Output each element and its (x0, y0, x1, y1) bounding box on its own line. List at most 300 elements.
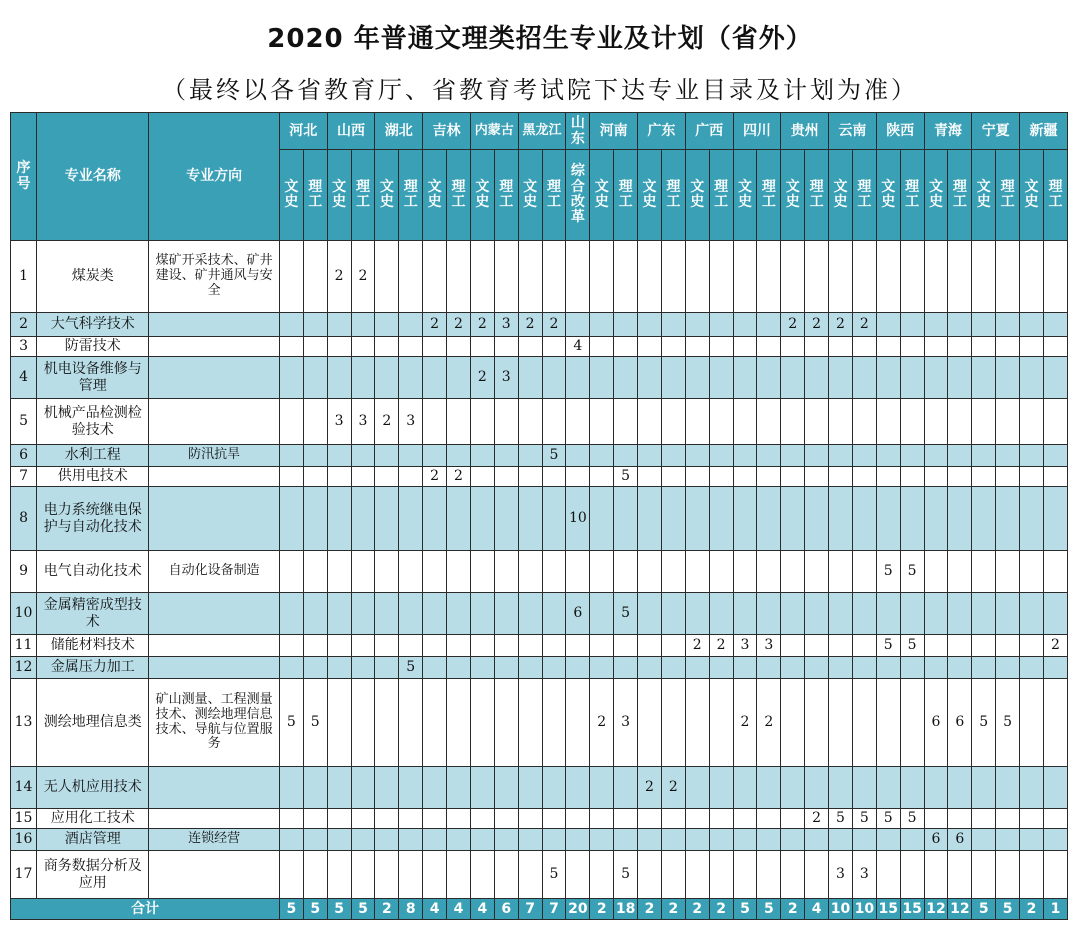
row-value (757, 337, 781, 357)
row-value (327, 679, 351, 767)
row-value (805, 829, 829, 851)
row-value (375, 467, 399, 487)
total-value: 7 (542, 899, 566, 920)
total-value: 8 (399, 899, 423, 920)
row-value (685, 829, 709, 851)
row-value (948, 399, 972, 445)
total-value: 10 (852, 899, 876, 920)
row-value: 5 (614, 851, 638, 899)
total-label: 合计 (11, 899, 280, 920)
row-value (972, 829, 996, 851)
row-seq: 5 (11, 399, 37, 445)
row-value (566, 679, 590, 767)
row-value: 2 (470, 313, 494, 337)
header-province: 黑龙江 (518, 113, 566, 150)
row-value (1020, 337, 1044, 357)
row-value (494, 399, 518, 445)
row-value (685, 445, 709, 467)
row-major: 水利工程 (37, 445, 149, 467)
row-value: 5 (829, 809, 853, 829)
row-value (852, 445, 876, 467)
row-value (900, 241, 924, 313)
row-value (447, 445, 471, 467)
page-title: 2020 年普通文理类招生专业及计划（省外） (267, 24, 813, 54)
row-value (303, 241, 327, 313)
row-value (423, 829, 447, 851)
row-value: 6 (566, 593, 590, 635)
row-value: 5 (399, 657, 423, 679)
row-value (1020, 809, 1044, 829)
row-value (709, 851, 733, 899)
row-value (924, 767, 948, 809)
row-value (900, 767, 924, 809)
row-value (423, 487, 447, 551)
row-value (829, 445, 853, 467)
row-value (829, 551, 853, 593)
row-value (494, 337, 518, 357)
row-value: 2 (375, 399, 399, 445)
row-value (470, 241, 494, 313)
row-value: 5 (972, 679, 996, 767)
row-value (375, 593, 399, 635)
row-value: 2 (423, 467, 447, 487)
header-subject-type: 理工 (303, 150, 327, 241)
row-value: 3 (733, 635, 757, 657)
row-value (399, 445, 423, 467)
row-value (924, 657, 948, 679)
row-value (590, 467, 614, 487)
row-value (375, 679, 399, 767)
row-value: 2 (423, 313, 447, 337)
row-value (781, 445, 805, 467)
row-value: 2 (685, 635, 709, 657)
row-seq: 9 (11, 551, 37, 593)
row-value (1043, 657, 1067, 679)
row-value (566, 357, 590, 399)
table-row (11, 593, 1068, 635)
row-value (303, 551, 327, 593)
row-value (279, 241, 303, 313)
header-subject-type: 理工 (900, 150, 924, 241)
row-value (351, 337, 375, 357)
row-value (709, 487, 733, 551)
row-value (303, 313, 327, 337)
row-value (733, 851, 757, 899)
row-value (399, 551, 423, 593)
row-value: 3 (757, 635, 781, 657)
row-value: 6 (948, 829, 972, 851)
row-value (423, 635, 447, 657)
row-direction (149, 357, 279, 399)
row-value: 2 (829, 313, 853, 337)
row-major: 酒店管理 (37, 829, 149, 851)
header-subject-type: 理工 (1043, 150, 1067, 241)
row-value (566, 635, 590, 657)
row-value (399, 467, 423, 487)
row-value (733, 467, 757, 487)
row-direction: 自动化设备制造 (149, 551, 279, 593)
row-value (447, 337, 471, 357)
row-value (399, 487, 423, 551)
row-value (1043, 679, 1067, 767)
header-subject-type: 文史 (829, 150, 853, 241)
row-value (327, 809, 351, 829)
table-row (11, 809, 1068, 829)
row-value (972, 399, 996, 445)
total-value: 2 (590, 899, 614, 920)
row-value (1043, 487, 1067, 551)
row-seq: 3 (11, 337, 37, 357)
row-value (470, 767, 494, 809)
row-value (852, 467, 876, 487)
row-value (685, 851, 709, 899)
row-major: 机械产品检测检验技术 (37, 399, 149, 445)
header-subject-type: 理工 (542, 150, 566, 241)
header-subject-type: 文史 (1020, 150, 1044, 241)
header-subject-type: 理工 (709, 150, 733, 241)
header-subject-type: 文史 (518, 150, 542, 241)
row-value (1043, 241, 1067, 313)
row-seq: 17 (11, 851, 37, 899)
row-value (948, 635, 972, 657)
row-value (518, 487, 542, 551)
row-value (829, 399, 853, 445)
row-value (1020, 445, 1044, 467)
row-value (470, 337, 494, 357)
row-value (924, 337, 948, 357)
row-value (590, 445, 614, 467)
row-value (638, 657, 662, 679)
row-seq: 4 (11, 357, 37, 399)
total-value: 6 (494, 899, 518, 920)
row-value (375, 445, 399, 467)
row-value (327, 829, 351, 851)
row-seq: 13 (11, 679, 37, 767)
header-subject-type: 理工 (399, 150, 423, 241)
row-value (1043, 467, 1067, 487)
row-value (685, 657, 709, 679)
row-value: 5 (542, 445, 566, 467)
row-value (948, 593, 972, 635)
row-value (1020, 593, 1044, 635)
row-value (733, 241, 757, 313)
row-value (685, 767, 709, 809)
row-value (781, 679, 805, 767)
row-value (423, 851, 447, 899)
row-value (279, 337, 303, 357)
row-value (518, 851, 542, 899)
row-value (327, 357, 351, 399)
row-direction (149, 593, 279, 635)
row-value (590, 487, 614, 551)
row-value (542, 357, 566, 399)
row-value (852, 241, 876, 313)
row-value (279, 657, 303, 679)
row-value (996, 399, 1020, 445)
row-value (948, 851, 972, 899)
row-value (327, 851, 351, 899)
row-value: 3 (829, 851, 853, 899)
row-value (876, 657, 900, 679)
row-value (470, 467, 494, 487)
row-value: 3 (494, 313, 518, 337)
total-value: 18 (614, 899, 638, 920)
row-value (375, 337, 399, 357)
table-row (11, 767, 1068, 809)
row-value (709, 809, 733, 829)
row-seq: 1 (11, 241, 37, 313)
table-footer (11, 899, 1068, 920)
row-value (757, 241, 781, 313)
row-value (494, 551, 518, 593)
row-value: 2 (757, 679, 781, 767)
row-value: 2 (638, 767, 662, 809)
row-value (685, 313, 709, 337)
row-value (614, 657, 638, 679)
row-value (566, 551, 590, 593)
row-value (327, 313, 351, 337)
row-value (996, 551, 1020, 593)
row-value (876, 593, 900, 635)
row-major: 金属精密成型技术 (37, 593, 149, 635)
row-value: 3 (351, 399, 375, 445)
row-value (399, 809, 423, 829)
row-value: 6 (948, 679, 972, 767)
row-value (996, 241, 1020, 313)
row-value (494, 635, 518, 657)
row-value (470, 487, 494, 551)
row-value (638, 635, 662, 657)
row-value (924, 487, 948, 551)
row-value (805, 657, 829, 679)
row-value (303, 829, 327, 851)
row-value (900, 445, 924, 467)
row-value (542, 767, 566, 809)
row-value (996, 467, 1020, 487)
row-value: 2 (447, 467, 471, 487)
total-value: 5 (996, 899, 1020, 920)
row-value (447, 829, 471, 851)
row-value (948, 487, 972, 551)
header-subject-type: 文史 (470, 150, 494, 241)
row-value (757, 399, 781, 445)
row-value (661, 467, 685, 487)
row-value (852, 357, 876, 399)
row-value (423, 593, 447, 635)
row-value: 2 (781, 313, 805, 337)
row-value (661, 357, 685, 399)
row-value: 2 (447, 313, 471, 337)
table-row (11, 357, 1068, 399)
row-value (685, 593, 709, 635)
row-value (327, 445, 351, 467)
row-value (447, 679, 471, 767)
row-value: 2 (805, 809, 829, 829)
row-value (900, 657, 924, 679)
row-value (351, 679, 375, 767)
row-value (876, 851, 900, 899)
row-value (494, 829, 518, 851)
row-value (542, 829, 566, 851)
row-value: 10 (566, 487, 590, 551)
row-value (900, 679, 924, 767)
row-value (900, 467, 924, 487)
row-value (876, 767, 900, 809)
row-value (638, 679, 662, 767)
row-value (805, 467, 829, 487)
row-value (781, 593, 805, 635)
total-value: 2 (661, 899, 685, 920)
row-seq: 7 (11, 467, 37, 487)
row-value (566, 809, 590, 829)
row-value (805, 551, 829, 593)
row-direction (149, 487, 279, 551)
row-value (566, 767, 590, 809)
row-value (279, 635, 303, 657)
row-value (924, 445, 948, 467)
row-direction (149, 313, 279, 337)
row-value (972, 851, 996, 899)
row-value: 5 (614, 467, 638, 487)
row-value (614, 337, 638, 357)
total-value: 4 (447, 899, 471, 920)
row-value (709, 445, 733, 467)
row-value (972, 241, 996, 313)
header-province: 河南 (590, 113, 638, 150)
row-value (303, 445, 327, 467)
row-value (351, 313, 375, 337)
row-direction (149, 635, 279, 657)
row-value (399, 851, 423, 899)
row-seq: 6 (11, 445, 37, 467)
row-value: 2 (327, 241, 351, 313)
row-value (351, 657, 375, 679)
row-value (972, 467, 996, 487)
table-body (11, 241, 1068, 899)
row-value (852, 487, 876, 551)
row-value (757, 767, 781, 809)
row-value: 6 (924, 829, 948, 851)
row-value (661, 635, 685, 657)
row-seq: 14 (11, 767, 37, 809)
row-value (494, 851, 518, 899)
row-value (948, 241, 972, 313)
row-value (661, 809, 685, 829)
row-value (829, 657, 853, 679)
row-value (638, 593, 662, 635)
row-value (279, 357, 303, 399)
row-value (303, 657, 327, 679)
header-subject-type: 综合改革 (566, 150, 590, 241)
row-value (661, 241, 685, 313)
row-value: 6 (924, 679, 948, 767)
row-value (279, 851, 303, 899)
row-value (852, 337, 876, 357)
row-value (303, 399, 327, 445)
row-value (757, 487, 781, 551)
row-value (518, 445, 542, 467)
row-value (351, 829, 375, 851)
row-value (733, 445, 757, 467)
row-value (423, 809, 447, 829)
total-value: 2 (638, 899, 662, 920)
row-value (327, 657, 351, 679)
row-direction (149, 767, 279, 809)
row-value (972, 445, 996, 467)
row-value (924, 313, 948, 337)
row-value (781, 809, 805, 829)
row-value (733, 809, 757, 829)
row-value (757, 313, 781, 337)
row-value (924, 809, 948, 829)
header-major: 专业名称 (37, 113, 149, 241)
row-value (805, 399, 829, 445)
total-value: 4 (423, 899, 447, 920)
row-value (590, 551, 614, 593)
row-value: 2 (709, 635, 733, 657)
header-subject-type: 文史 (924, 150, 948, 241)
row-value (852, 551, 876, 593)
total-value: 4 (470, 899, 494, 920)
row-value (685, 467, 709, 487)
row-value (996, 487, 1020, 551)
row-value (566, 467, 590, 487)
row-value (996, 829, 1020, 851)
row-value (948, 445, 972, 467)
row-value (1020, 313, 1044, 337)
total-value: 2 (1020, 899, 1044, 920)
row-value (470, 445, 494, 467)
row-value: 5 (279, 679, 303, 767)
row-value (494, 679, 518, 767)
header-province: 宁夏 (972, 113, 1020, 150)
row-value (757, 357, 781, 399)
row-value (1020, 851, 1044, 899)
row-value (327, 767, 351, 809)
total-value: 2 (685, 899, 709, 920)
row-value (805, 635, 829, 657)
row-value (351, 635, 375, 657)
row-value (518, 657, 542, 679)
row-value (972, 487, 996, 551)
row-value (590, 357, 614, 399)
row-value (542, 809, 566, 829)
row-major: 无人机应用技术 (37, 767, 149, 809)
header-subject-type: 理工 (661, 150, 685, 241)
header-subject-type: 文史 (972, 150, 996, 241)
row-value (447, 809, 471, 829)
row-value (1020, 467, 1044, 487)
row-value (447, 767, 471, 809)
row-value (972, 357, 996, 399)
row-direction (149, 657, 279, 679)
row-value (614, 635, 638, 657)
row-value (876, 487, 900, 551)
row-value: 5 (852, 809, 876, 829)
row-value (399, 313, 423, 337)
row-value (423, 337, 447, 357)
header-subject-type: 文史 (733, 150, 757, 241)
row-value (542, 679, 566, 767)
row-value (757, 851, 781, 899)
row-value (279, 445, 303, 467)
row-major: 测绘地理信息类 (37, 679, 149, 767)
row-value (279, 313, 303, 337)
row-value: 5 (876, 809, 900, 829)
row-value (447, 241, 471, 313)
row-value (972, 313, 996, 337)
header-province: 新疆 (1020, 113, 1068, 150)
